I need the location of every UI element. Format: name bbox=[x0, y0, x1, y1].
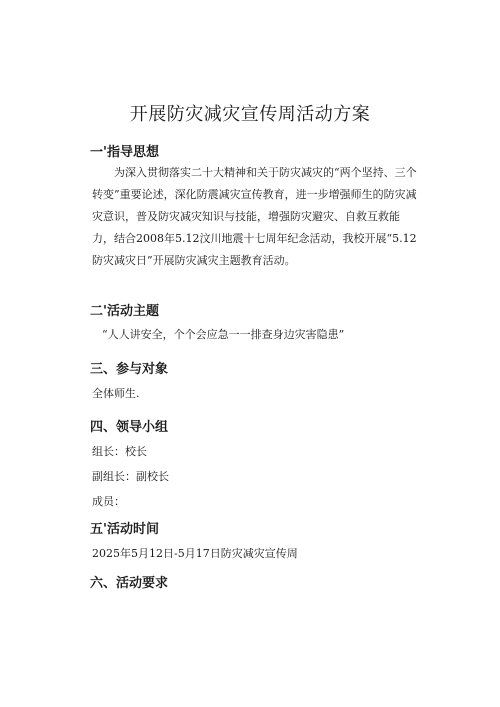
section-heading-leadership: 四、领导小组 bbox=[90, 420, 169, 435]
section-heading-guiding-thought: 一'指导思想 bbox=[90, 145, 159, 160]
leadership-line-members: 成员： bbox=[92, 495, 125, 508]
leadership-line-leader: 组长：校长 bbox=[92, 445, 147, 458]
guiding-thought-text: 为深入贯彻落实二十大精神和关于防灾减灾的“两个坚持、三个转变”重要论述，深化防震减灾宣传教育，进一步增强师生的防灾减灾意识，普及防灾减灾知识与技能，增强防灾避灾、自救互救能力，结合2008年5.12汶川地震十七周年纪念活动，我校开展“5.12防灾减灾日”开展防灾减灾主题教育活动。 bbox=[92, 166, 417, 267]
section-heading-theme: 二'活动主题 bbox=[90, 304, 159, 319]
section-heading-requirements: 六、活动要求 bbox=[90, 576, 169, 591]
document-title: 开展防灾减灾宣传周活动方案 bbox=[129, 104, 371, 125]
section-heading-time: 五'活动时间 bbox=[90, 522, 159, 537]
section-body-time: 2025年5月12日-5月17日防灾减灾宣传周 bbox=[92, 547, 298, 560]
leadership-line-deputy: 副组长：副校长 bbox=[92, 470, 169, 483]
section-heading-participants: 三、参与对象 bbox=[90, 362, 169, 377]
section-body-theme: “人人讲安全，个个会应急一一排查身边灾害隐患” bbox=[102, 328, 345, 341]
section-body-participants: 全体师生. bbox=[92, 387, 140, 400]
section-body-guiding-thought bbox=[92, 162, 418, 272]
